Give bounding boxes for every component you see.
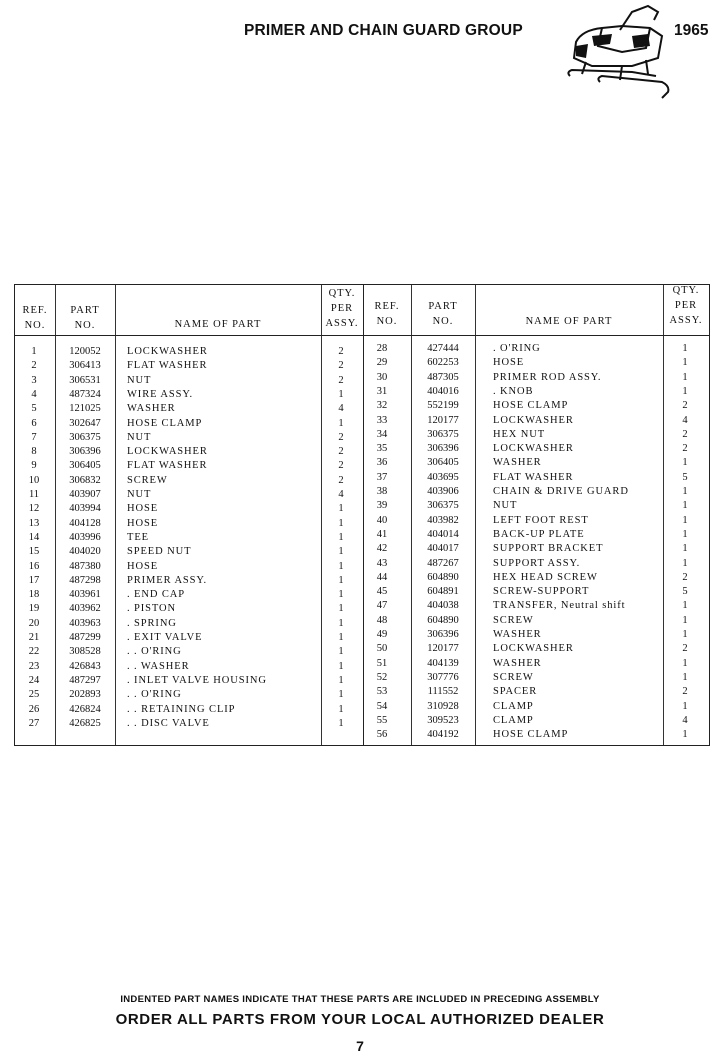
quantity: 2 [338,446,344,458]
quantity: 2 [338,360,344,372]
quantity: 2 [338,474,344,486]
quantity: 2 [682,443,688,455]
part-number: 403982 [427,514,459,526]
part-number: 306405 [69,460,101,472]
part-name: HEX HEAD SCREW [493,571,598,583]
part-name: NUT [127,374,152,386]
quantity: 1 [682,457,688,469]
part-name: HOSE [127,560,159,572]
ref-number: 10 [28,474,40,486]
part-name: LOCKWASHER [127,346,208,357]
ref-number: 6 [31,417,37,429]
quantity: 2 [682,643,688,655]
part-name: WASHER [493,657,542,669]
part-name: LOCKWASHER [493,414,574,426]
ref-number: 47 [376,600,388,612]
part-name: HEX NUT [493,428,546,440]
quantity: 1 [338,603,344,615]
header-qty: QTY. PER ASSY. [325,288,359,329]
quantity: 1 [338,531,344,543]
ref-number: 29 [376,357,388,369]
quantity: 1 [338,632,344,643]
quantity: 1 [682,514,688,526]
quantity: 1 [338,617,344,629]
header-qty: QTY. PER ASSY. [669,285,703,326]
part-name: . . WASHER [127,660,190,672]
part-name: LOCKWASHER [493,643,574,655]
part-number: 404016 [427,385,459,397]
part-number: 404020 [69,546,101,558]
quantity: 1 [338,646,344,658]
part-number: 487297 [69,674,101,686]
ref-number: 21 [28,632,40,643]
header-part: PART NO. [428,301,458,327]
part-name: CLAMP [493,700,534,712]
part-name: HOSE CLAMP [127,417,203,429]
part-number: 111552 [427,686,459,698]
part-number: 604890 [427,614,459,626]
quantity: 1 [338,689,344,701]
quantity: 1 [682,657,688,669]
quantity: 1 [338,574,344,586]
part-name: . SPRING [127,617,177,629]
quantity: 2 [338,374,344,386]
part-number: 404038 [427,600,459,612]
quantity: 1 [682,614,688,626]
quantity: 1 [682,385,688,397]
ref-number: 2 [31,360,37,372]
part-number: 306375 [69,431,101,443]
part-number: 487298 [69,574,101,586]
quantity: 1 [338,589,344,601]
part-number: 404014 [427,528,459,540]
ref-number: 33 [376,414,388,426]
part-name: CHAIN & DRIVE GUARD [493,486,629,497]
ref-number: 34 [376,428,388,440]
ref-number: 28 [376,343,388,354]
ref-number: 9 [31,460,37,472]
part-number: 120052 [69,346,101,357]
part-number: 403962 [69,603,101,615]
part-number: 487324 [69,388,101,400]
header-name: NAME OF PART [174,319,262,330]
part-name: LOCKWASHER [493,443,574,455]
part-number: 306413 [69,360,101,372]
part-number: 552199 [427,400,459,412]
part-name: SCREW-SUPPORT [493,586,590,598]
snowmobile-icon [562,2,672,115]
quantity: 1 [682,528,688,540]
ref-number: 40 [376,514,388,526]
dealer-notice: ORDER ALL PARTS FROM YOUR LOCAL AUTHORIZED DEALER [115,1011,605,1028]
page-title: PRIMER AND CHAIN GUARD GROUP [244,22,523,39]
part-number: 426843 [69,660,101,672]
part-name: WASHER [493,629,542,640]
ref-number: 3 [31,374,37,386]
quantity: 1 [682,700,688,712]
ref-number: 23 [28,660,40,672]
part-number: 487299 [69,632,101,643]
part-number: 306396 [427,443,459,455]
part-name: PRIMER ASSY. [127,574,208,586]
part-number: 403907 [69,489,101,500]
ref-number: 35 [376,443,388,455]
ref-number: 49 [376,629,388,640]
quantity: 2 [338,346,344,357]
header-ref: REF. NO. [22,305,48,331]
ref-number: 20 [28,617,40,629]
ref-number: 48 [376,614,388,626]
ref-number: 12 [28,503,40,515]
quantity: 1 [682,486,688,497]
part-number: 310928 [427,700,459,712]
ref-number: 45 [376,586,388,598]
part-number: 403963 [69,617,101,629]
quantity: 1 [338,517,344,529]
part-number: 427444 [427,343,459,354]
part-number: 306396 [69,446,101,458]
part-name: FLAT WASHER [493,471,574,483]
page-number: 7 [356,1038,364,1054]
part-number: 404192 [427,729,459,741]
part-name: TRANSFER, Neutral shift [493,600,626,612]
part-number: 306405 [427,457,459,469]
part-number: 604891 [427,586,459,598]
quantity: 5 [682,471,688,483]
part-number: 487380 [69,560,101,572]
part-name: WASHER [493,457,542,469]
ref-number: 16 [28,560,40,572]
part-name: HOSE CLAMP [493,400,569,412]
part-name: NUT [127,489,152,500]
ref-number: 53 [376,686,388,698]
ref-number: 38 [376,486,388,497]
indent-note: INDENTED PART NAMES INDICATE THAT THESE PARTS ARE INCLUDED IN PRECEDING ASSEMBLY [120,994,600,1005]
part-number: 302647 [69,417,101,429]
ref-number: 15 [28,546,40,558]
part-name: . KNOB [493,385,534,397]
part-number: 202893 [69,689,101,701]
part-name: SCREW [493,671,534,683]
part-number: 426824 [69,703,101,715]
parts-table [14,284,710,746]
quantity: 1 [682,671,688,683]
part-name: WIRE ASSY. [127,388,193,400]
quantity: 1 [682,500,688,512]
part-name: . END CAP [127,589,185,601]
quantity: 1 [682,729,688,741]
part-name: HOSE [127,517,159,529]
quantity: 4 [338,489,344,500]
quantity: 1 [338,660,344,672]
quantity: 2 [338,460,344,472]
quantity: 2 [338,431,344,443]
part-name: LOCKWASHER [127,446,208,458]
part-name: . INLET VALVE HOUSING [127,674,267,686]
header-ref: REF. NO. [374,301,400,327]
part-name: CLAMP [493,714,534,726]
part-name: . EXIT VALVE [127,632,203,643]
quantity: 1 [338,388,344,400]
part-number: 602253 [427,357,459,369]
ref-number: 56 [376,729,388,741]
part-name: . . O'RING [127,646,182,658]
part-name: SPEED NUT [127,546,192,558]
ref-number: 36 [376,457,388,469]
ref-number: 32 [376,400,388,412]
quantity: 1 [338,560,344,572]
part-name: . . O'RING [127,689,182,701]
ref-number: 39 [376,500,388,512]
ref-number: 50 [376,643,388,655]
part-number: 306396 [427,629,459,640]
quantity: 5 [682,586,688,598]
part-name: SPACER [493,686,538,698]
part-name: HOSE [493,357,525,369]
quantity: 4 [682,414,688,426]
header-part: PART NO. [70,305,100,331]
part-number: 308528 [69,646,101,658]
part-name: HOSE CLAMP [493,729,569,741]
part-name: . PISTON [127,603,177,615]
part-name: SUPPORT ASSY. [493,557,581,569]
part-name: SCREW [127,474,168,486]
part-name: NUT [493,500,518,512]
header-name: NAME OF PART [525,316,613,327]
quantity: 2 [682,400,688,412]
part-name: . . DISC VALVE [127,717,210,729]
part-name: PRIMER ROD ASSY. [493,371,602,383]
part-number: 404128 [69,517,101,529]
quantity: 1 [682,357,688,369]
part-name: HOSE [127,503,159,515]
part-number: 604890 [427,571,459,583]
part-number: 487305 [427,371,459,383]
ref-number: 55 [376,714,388,726]
ref-number: 42 [376,543,388,555]
part-number: 403994 [69,503,101,515]
ref-number: 4 [31,388,37,400]
ref-number: 18 [28,589,40,601]
quantity: 1 [338,503,344,515]
quantity: 1 [338,417,344,429]
quantity: 1 [682,557,688,569]
quantity: 4 [682,714,688,726]
ref-number: 52 [376,671,388,683]
part-number: 306375 [427,428,459,440]
ref-number: 17 [28,574,40,586]
part-number: 403961 [69,589,101,601]
part-number: 403906 [427,486,459,497]
ref-number: 43 [376,557,388,569]
part-number: 426825 [69,717,101,729]
part-number: 306531 [69,374,101,386]
part-name: FLAT WASHER [127,460,208,472]
ref-number: 31 [376,385,388,397]
ref-number: 44 [376,571,388,583]
part-number: 306832 [69,474,101,486]
quantity: 1 [682,343,688,354]
ref-number: 19 [28,603,40,615]
ref-number: 30 [376,371,388,383]
ref-number: 1 [31,346,37,357]
quantity: 1 [338,717,344,729]
part-number: 121025 [69,403,101,415]
part-name: BACK-UP PLATE [493,528,585,540]
part-number: 487267 [427,557,459,569]
ref-number: 11 [28,489,40,500]
part-name: SCREW [493,614,534,626]
part-name: WASHER [127,403,176,415]
part-name: NUT [127,431,152,443]
ref-number: 37 [376,471,388,483]
model-year: 1965 [674,22,709,39]
ref-number: 24 [28,674,40,686]
ref-number: 54 [376,700,388,712]
part-number: 120177 [427,414,459,426]
quantity: 4 [338,403,344,415]
ref-number: 22 [28,646,40,658]
ref-number: 5 [31,403,37,415]
ref-number: 13 [28,517,40,529]
part-number: 403996 [69,531,101,543]
part-name: . O'RING [493,343,541,354]
part-number: 404139 [427,657,459,669]
quantity: 1 [338,674,344,686]
part-name: FLAT WASHER [127,360,208,372]
quantity: 1 [682,371,688,383]
part-number: 403695 [427,471,459,483]
quantity: 1 [682,600,688,612]
quantity: 2 [682,686,688,698]
ref-number: 25 [28,689,40,701]
part-name: . . RETAINING CLIP [127,703,236,715]
ref-number: 14 [28,531,40,543]
ref-number: 26 [28,703,40,715]
part-number: 306375 [427,500,459,512]
part-number: 120177 [427,643,459,655]
ref-number: 7 [31,431,37,443]
part-number: 404017 [427,543,459,555]
ref-number: 27 [28,717,40,729]
quantity: 2 [682,428,688,440]
ref-number: 51 [376,657,388,669]
quantity: 1 [338,703,344,715]
part-name: SUPPORT BRACKET [493,543,604,555]
part-number: 307776 [427,671,459,683]
part-name: LEFT FOOT REST [493,514,589,526]
part-name: TEE [127,531,149,543]
quantity: 1 [338,546,344,558]
quantity: 1 [682,543,688,555]
part-number: 309523 [427,714,459,726]
ref-number: 8 [31,446,37,458]
quantity: 1 [682,629,688,640]
quantity: 2 [682,571,688,583]
ref-number: 41 [376,528,388,540]
